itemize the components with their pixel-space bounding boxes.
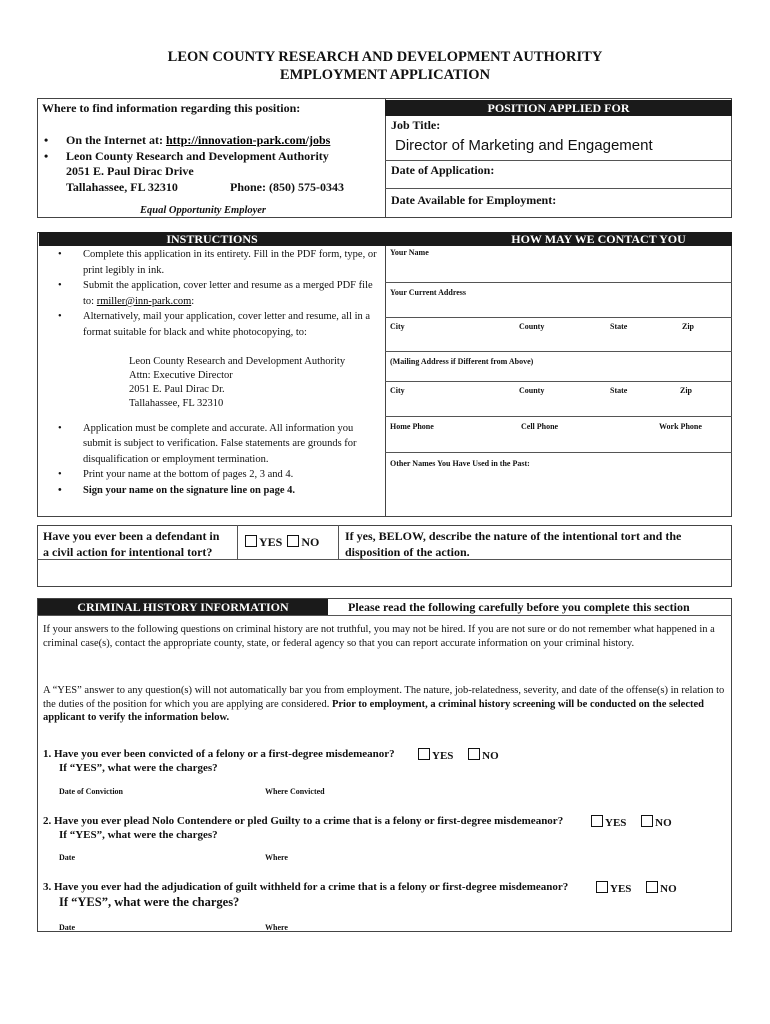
cell-phone-label[interactable]: Cell Phone <box>521 422 559 431</box>
state2-label[interactable]: State <box>610 386 628 395</box>
contact-header: HOW MAY WE CONTACT YOU <box>385 232 732 246</box>
q2-ifyes: If “YES”, what were the charges? <box>59 829 218 841</box>
your-name-label[interactable]: Your Name <box>390 248 429 257</box>
jobs-link[interactable]: http://innovation-park.com/jobs <box>165 133 331 147</box>
q1-yes-checkbox[interactable]: YES <box>418 750 453 762</box>
eoe-text: Equal Opportunity Employer <box>140 205 267 216</box>
where-to-find-list: • On the Internet at: http://innovation-park.com/jobs • Leon County Research and Development Authority 2051 E. Paul Dirac Drive Tallahassee, FL 32310 Phone: (850) 575-0343 <box>44 133 344 194</box>
q2-yes-checkbox[interactable]: YES <box>591 817 626 829</box>
q3-no-checkbox[interactable]: NO <box>646 883 677 895</box>
question-1: 1. Have you ever been convicted of a felony or a first-degree misdemeanor? <box>43 748 395 760</box>
question-3: 3. Have you ever had the adjudication of guilt withheld for a crime that is a felony or first-degree misdemeanor? <box>43 881 569 893</box>
q1-date-label[interactable]: Date of Conviction <box>59 787 123 796</box>
criminal-para2: A “YES” answer to any question(s) will not automatically bar you from employment. The nature, job-relatedness, severity, and date of the offense(s) in relation to the duties of the position for which you are applying are considered. Prior to employment, a criminal history screening will be conducted on the selected applicant to verify the information below. <box>43 685 725 724</box>
county-label[interactable]: County <box>519 322 545 331</box>
q1-no-checkbox[interactable]: NO <box>468 750 499 762</box>
q1-where-label[interactable]: Where Convicted <box>265 787 325 796</box>
q3-date-label[interactable]: Date <box>59 923 75 932</box>
position-header: POSITION APPLIED FOR <box>385 100 732 116</box>
job-title-value[interactable]: Director of Marketing and Engagement <box>395 137 653 154</box>
date-available-label[interactable]: Date Available for Employment: <box>391 193 557 207</box>
defendant-question: Have you ever been a defendant in a civil action for intentional tort? <box>43 529 220 559</box>
q3-yes-checkbox[interactable]: YES <box>596 883 631 895</box>
email-link[interactable]: rmiller@inn-park.com <box>96 295 192 307</box>
instructions-list: • Complete this application in its entirety. Fill in the PDF form, type, or print legibly in ink. • Submit the application, cover letter and resume as a merged PDF file to: rmiller@inn-park.com: • Alternatively, mail your application, cover letter and resume, all in a format suitable for black and white photocopying, to: Leon County Research and Development Authority Attn: Executive Director 2051 E. Paul Dirac Dr. Tallahassee, FL 32310 • Application must be complete and accurate. All information you submit is subject to verification. False statements are grounds for disqualification or employment termination. • Print your name at the bottom of pages 2, 3 and 4. • Sign your name on the signature line on page 4. <box>58 249 377 496</box>
zip-label[interactable]: Zip <box>682 322 695 331</box>
job-title-label: Job Title: <box>391 118 441 132</box>
defendant-no-checkbox[interactable]: NO <box>287 535 319 549</box>
current-address-label[interactable]: Your Current Address <box>390 288 467 297</box>
form-title: LEON COUNTY RESEARCH AND DEVELOPMENT AUTHORITY <box>167 49 603 65</box>
criminal-header: CRIMINAL HISTORY INFORMATION <box>38 599 328 615</box>
q2-no-checkbox[interactable]: NO <box>641 817 672 829</box>
home-phone-label[interactable]: Home Phone <box>390 422 434 431</box>
contact-box <box>385 232 732 517</box>
defendant-description-field[interactable] <box>38 560 731 586</box>
question-2: 2. Have you ever plead Nolo Contendere or pled Guilty to a crime that is a felony or first-degree misdemeanor? <box>43 815 564 827</box>
instructions-header: INSTRUCTIONS <box>39 232 385 246</box>
q2-options <box>591 815 672 829</box>
q1-ifyes: If “YES”, what were the charges? <box>59 762 218 774</box>
city-label[interactable]: City <box>390 322 405 331</box>
where-to-find-heading: Where to find information regarding this position: <box>42 101 301 115</box>
county2-label[interactable]: County <box>519 386 545 395</box>
criminal-para1: If your answers to the following questions on criminal history are not truthful, you may not be hired. If you are not sure or do not remember what happened in a criminal case(s), contact the appropriate county, state, or federal agency so that you can report accurate information on your criminal history. <box>43 624 715 649</box>
q3-options <box>596 881 677 895</box>
city2-label[interactable]: City <box>390 386 405 395</box>
criminal-notice: Please read the following carefully before you complete this section <box>348 600 690 614</box>
work-phone-label[interactable]: Work Phone <box>659 422 702 431</box>
q3-ifyes: If “YES”, what were the charges? <box>59 895 240 909</box>
q1-options <box>418 748 499 762</box>
mailing-address-label[interactable]: (Mailing Address if Different from Above) <box>390 357 534 366</box>
defendant-options <box>245 535 319 550</box>
other-names-label[interactable]: Other Names You Have Used in the Past: <box>390 459 530 468</box>
state-label[interactable]: State <box>610 322 628 331</box>
defendant-yes-checkbox[interactable]: YES <box>245 535 282 549</box>
zip2-label[interactable]: Zip <box>680 386 693 395</box>
defendant-ifyes: If yes, BELOW, describe the nature of the intentional tort and the disposition of the action. <box>345 529 682 559</box>
form-subtitle: EMPLOYMENT APPLICATION <box>279 67 491 83</box>
q2-date-label[interactable]: Date <box>59 853 75 862</box>
q3-where-label[interactable]: Where <box>265 923 288 932</box>
q2-where-label[interactable]: Where <box>265 853 288 862</box>
date-of-application-label[interactable]: Date of Application: <box>391 163 495 177</box>
